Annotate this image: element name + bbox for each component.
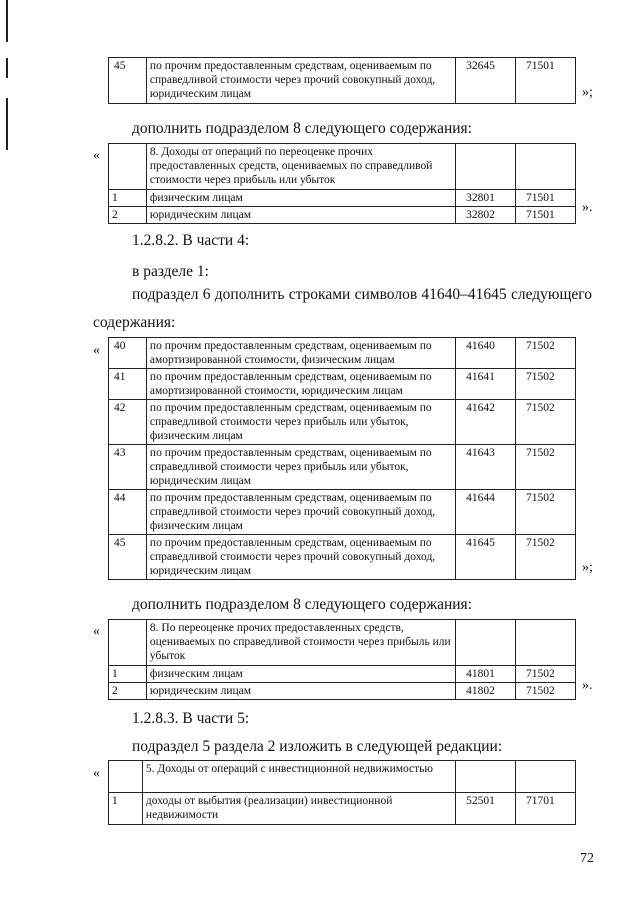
scan-margin-mark-middle — [6, 58, 8, 78]
row-number: 40 — [109, 338, 147, 369]
symbol-code: 32801 — [456, 190, 516, 207]
closing-quote: »; — [582, 560, 593, 575]
row-description: юридическим лицам — [146, 207, 455, 224]
table-row — [109, 793, 576, 825]
table-5 — [108, 760, 576, 825]
account-code: 71502 — [516, 535, 576, 580]
table-3 — [108, 337, 576, 580]
row-number: 2 — [109, 207, 147, 224]
row-description: юридическим лицам — [146, 683, 455, 700]
row-description: по прочим предоставленным средствам, оцениваемым по справедливой стоимости через прочий совокупный доход, физическим лицам — [146, 490, 455, 535]
row-number: 1 — [109, 666, 147, 683]
scan-margin-mark-top — [6, 0, 8, 42]
table-row — [109, 535, 576, 580]
table-row — [109, 207, 576, 224]
paragraph-part-5: 1.2.8.3. В части 5: — [132, 710, 250, 727]
account-code: 71502 — [516, 338, 576, 369]
account-code: 71502 — [516, 445, 576, 490]
row-number: 1 — [109, 190, 147, 207]
table-row — [109, 338, 576, 369]
row-description: по прочим предоставленным средствам, оцениваемым по амортизированной стоимости, юридическим лицам — [146, 369, 455, 400]
account-code: 71701 — [516, 793, 576, 825]
paragraph-subsection-6-line-1: подраздел 6 дополнить строками символов 41640–41645 следующего — [132, 286, 592, 303]
account-code: 71501 — [516, 207, 576, 224]
subsection-header: 8. По переоценке прочих предоставленных средств, оцениваемых по справедливой стоимости через прибыль или убыток — [146, 620, 455, 666]
scan-margin-mark-bottom — [6, 98, 8, 150]
page-number: 72 — [580, 851, 594, 866]
subsection-header: 8. Доходы от операций по переоценке прочих предоставленных средств, оцениваемых по справедливой стоимости через прибыль или убыток — [146, 144, 455, 190]
table-header-row — [109, 761, 576, 793]
row-number: 43 — [109, 445, 147, 490]
symbol-code: 41640 — [456, 338, 516, 369]
table-row — [109, 445, 576, 490]
paragraph-add-subsection: дополнить подразделом 8 следующего содержания: — [132, 120, 472, 137]
table-row — [109, 400, 576, 445]
row-description: по прочим предоставленным средствам, оцениваемым по справедливой стоимости через прибыль или убыток, юридическим лицам — [146, 445, 455, 490]
row-description: по прочим предоставленным средствам, оцениваемым по справедливой стоимости через прочий совокупный доход, юридическим лицам — [146, 58, 455, 104]
table-row — [109, 190, 576, 207]
account-code: 71502 — [516, 683, 576, 700]
table-4 — [108, 619, 576, 700]
row-number: 44 — [109, 490, 147, 535]
closing-quote: ». — [582, 200, 593, 215]
account-code: 71502 — [516, 400, 576, 445]
row-description: доходы от выбытия (реализации) инвестиционной недвижимости — [142, 793, 455, 825]
paragraph-subsection-6-line-2: содержания: — [93, 314, 176, 331]
account-code: 71502 — [516, 369, 576, 400]
row-number: 1 — [109, 793, 143, 825]
table-1 — [108, 57, 576, 104]
symbol-code: 41642 — [456, 400, 516, 445]
row-number: 45 — [109, 58, 147, 104]
closing-quote: »; — [582, 85, 593, 100]
row-number: 2 — [109, 683, 147, 700]
opening-quote: « — [93, 624, 100, 639]
table-header-row — [109, 620, 576, 666]
row-description: по прочим предоставленным средствам, оцениваемым по справедливой стоимости через прочий совокупный доход, юридическим лицам — [146, 535, 455, 580]
symbol-code: 32802 — [456, 207, 516, 224]
opening-quote: « — [93, 766, 100, 781]
account-code: 71501 — [516, 58, 576, 104]
row-description: физическим лицам — [146, 190, 455, 207]
paragraph-part-4: 1.2.8.2. В части 4: — [132, 232, 250, 249]
row-number: 42 — [109, 400, 147, 445]
symbol-code: 41641 — [456, 369, 516, 400]
symbol-code: 52501 — [456, 793, 516, 825]
account-code: 71501 — [516, 190, 576, 207]
paragraph-section-2-edit: подраздел 5 раздела 2 изложить в следующей редакции: — [132, 738, 503, 755]
symbol-code: 41802 — [456, 683, 516, 700]
symbol-code: 41643 — [456, 445, 516, 490]
row-description: физическим лицам — [146, 666, 455, 683]
symbol-code: 41644 — [456, 490, 516, 535]
account-code: 71502 — [516, 666, 576, 683]
table-2 — [108, 143, 576, 224]
opening-quote: « — [93, 343, 100, 358]
table-row — [109, 58, 576, 104]
closing-quote: ». — [582, 678, 593, 693]
symbol-code: 32645 — [456, 58, 516, 104]
paragraph-add-subsection-2: дополнить подразделом 8 следующего содержания: — [132, 596, 472, 613]
row-number: 45 — [109, 535, 147, 580]
table-row — [109, 490, 576, 535]
symbol-code: 41645 — [456, 535, 516, 580]
table-row — [109, 369, 576, 400]
row-description: по прочим предоставленным средствам, оцениваемым по амортизированной стоимости, физическим лицам — [146, 338, 455, 369]
opening-quote: « — [93, 148, 100, 163]
table-row — [109, 666, 576, 683]
table-row — [109, 683, 576, 700]
subsection-header: 5. Доходы от операций с инвестиционной недвижимостью — [142, 761, 455, 793]
row-description: по прочим предоставленным средствам, оцениваемым по справедливой стоимости через прибыль или убыток, физическим лицам — [146, 400, 455, 445]
account-code: 71502 — [516, 490, 576, 535]
table-header-row — [109, 144, 576, 190]
paragraph-section-1: в разделе 1: — [132, 263, 209, 280]
row-number: 41 — [109, 369, 147, 400]
symbol-code: 41801 — [456, 666, 516, 683]
